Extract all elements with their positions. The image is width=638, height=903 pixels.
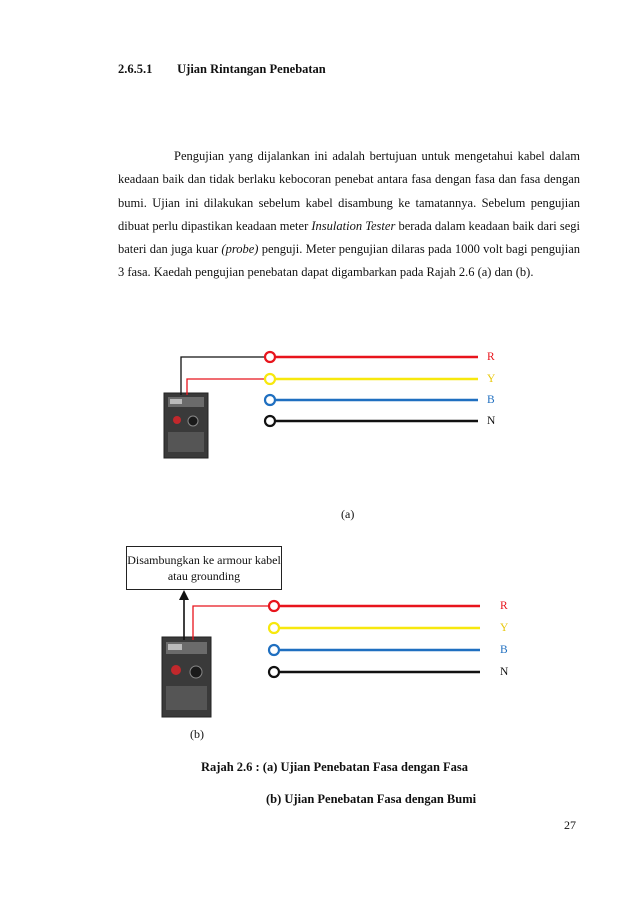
- section-number: 2.6.5.1: [118, 62, 153, 76]
- paragraph-italic-1: Insulation Tester: [311, 218, 396, 233]
- section-title: Ujian Rintangan Penebatan: [177, 62, 326, 76]
- terminal-y-a: [265, 374, 275, 384]
- phase-label-n-b: N: [500, 666, 509, 678]
- terminal-r-a: [265, 352, 275, 362]
- phase-label-y-a: Y: [487, 373, 496, 385]
- diagram-a: [164, 352, 478, 458]
- phase-label-b-a: B: [487, 394, 495, 406]
- terminal-r-b: [269, 601, 279, 611]
- figure-title-line-2: (b) Ujian Penebatan Fasa dengan Bumi: [266, 792, 477, 806]
- caption-b: (b): [190, 727, 204, 741]
- phase-label-b-b: B: [500, 644, 508, 656]
- ground-note-text: Disambungkan ke armour kabel atau grounding: [127, 553, 281, 583]
- phase-label-r-a: R: [487, 351, 495, 363]
- page-number: 27: [564, 818, 576, 832]
- insulation-tester-meter-b: [162, 637, 211, 717]
- paragraph-text-2: berada dalam keadaan baik dari segi bateri dan juga kuar: [118, 218, 580, 257]
- ground-note-box: [126, 546, 282, 590]
- caption-a: (a): [341, 507, 355, 521]
- terminal-n-a: [265, 416, 275, 426]
- paragraph-italic-2: (probe): [221, 242, 259, 257]
- probe-lead-black-a: [181, 357, 270, 395]
- phase-label-y-b: Y: [500, 622, 509, 634]
- insulation-tester-meter-a: [164, 393, 208, 458]
- figure-title-line-1: Rajah 2.6 : (a) Ujian Penebatan Fasa dengan Fasa: [201, 760, 469, 774]
- paragraph-text-1: Pengujian yang dijalankan ini adalah bertujuan untuk mengetahui kabel dalam keadaan baik dan tidak berlaku kebocoran penebat antara fasa dengan fasa dan fasa dengan bumi. Ujian ini dilakukan sebelum kabel disambung ke tamatannya. Sebelum pengujian dibuat perlu dipastikan keadaan meter: [118, 149, 580, 233]
- terminal-b-a: [265, 395, 275, 405]
- paragraph-text-3: penguji. Meter pengujian dilaras pada 1000 volt bagi pengujian 3 fasa. Kaedah pengujian penebatan dapat digambarkan pada Rajah 2.6 (a) dan (b).: [118, 242, 580, 280]
- phase-label-n-a: N: [487, 415, 496, 427]
- arrow-head-icon: [179, 590, 189, 600]
- probe-lead-red-b: [193, 606, 268, 640]
- diagram-b: [162, 590, 480, 717]
- terminal-y-b: [269, 623, 279, 633]
- terminal-n-b: [269, 667, 279, 677]
- terminal-b-b: [269, 645, 279, 655]
- phase-label-r-b: R: [500, 600, 508, 612]
